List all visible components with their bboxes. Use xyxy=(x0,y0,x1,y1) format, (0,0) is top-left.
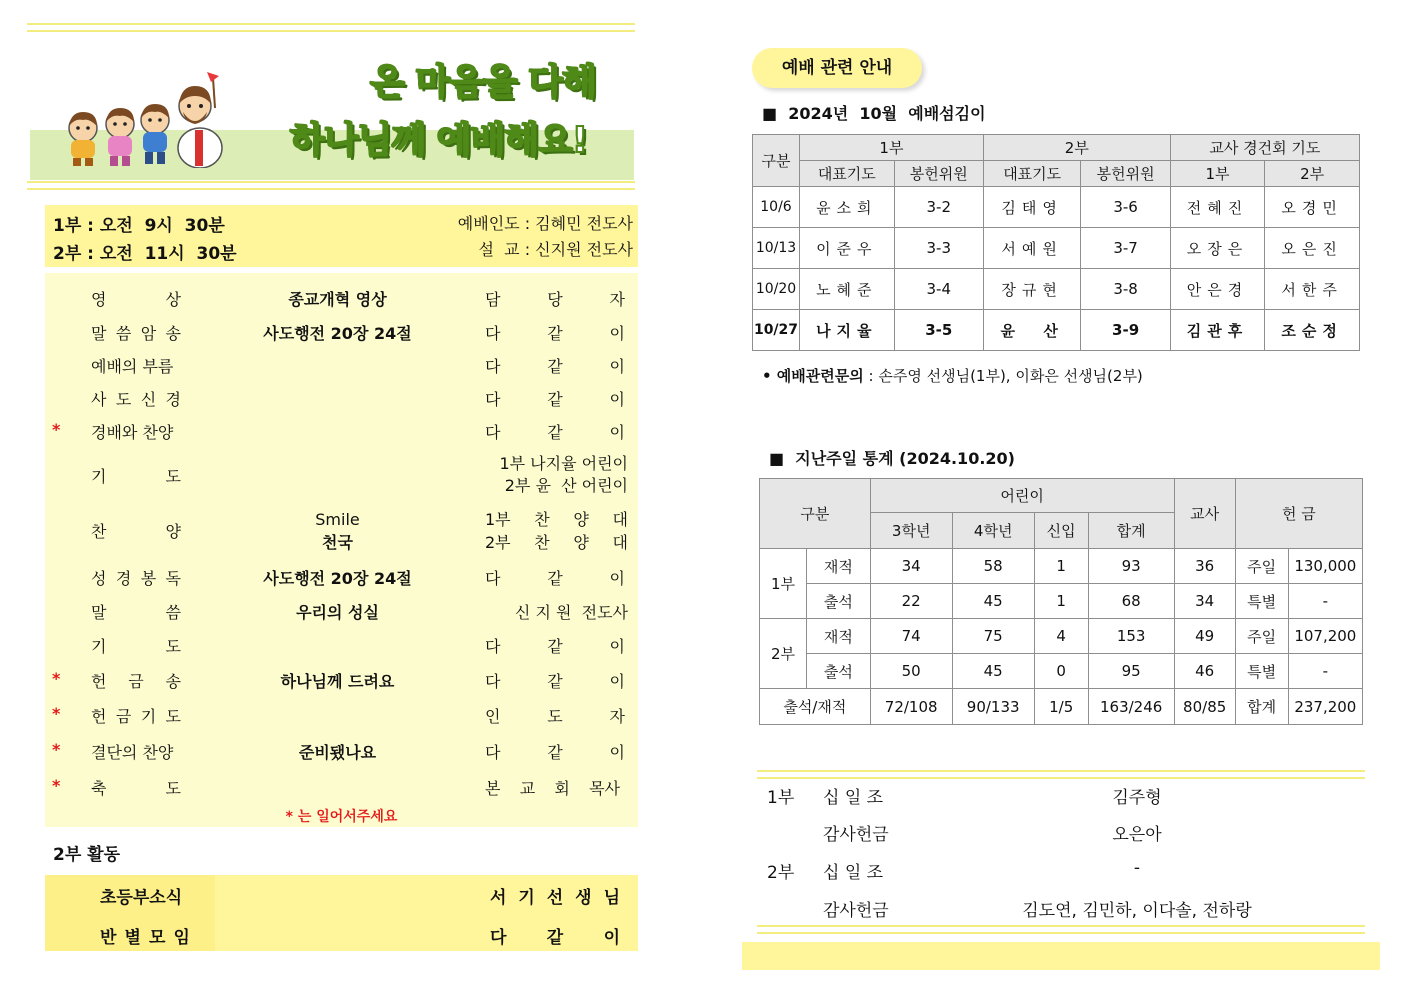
program-item: 성 경 봉 독 xyxy=(91,569,181,588)
program-item: 예배의 부름 xyxy=(91,357,174,376)
header-t2: 2부 xyxy=(1265,161,1360,187)
header-prayer: 대표기도 xyxy=(983,161,1081,187)
activity-who: 서 기 선 생 님 xyxy=(490,888,620,908)
offering-part: 1부 xyxy=(767,788,795,808)
program-item: 경배와 찬양 xyxy=(91,423,174,442)
program-leader: 다 같 이 xyxy=(485,637,625,656)
program-content: Smile 천국 xyxy=(315,510,360,552)
banner-title-line1: 온 마음을 다해 xyxy=(370,62,596,103)
program-item: 헌 금 송 xyxy=(91,672,181,691)
program-content: 사도행전 20장 24절 xyxy=(263,569,412,588)
program-leader: 신 지 원 전도사 xyxy=(514,603,628,622)
program-row xyxy=(45,740,638,764)
program-content: 종교개혁 영상 xyxy=(288,290,387,309)
program-leader: 본 교 회 목사 xyxy=(485,779,620,798)
header-g3: 3학년 xyxy=(870,513,952,549)
offering-names: 김도연, 김민하, 이다솔, 전하랑 xyxy=(1022,901,1252,921)
header-offering: 봉헌위원 xyxy=(1081,161,1170,187)
header-part2: 2부 xyxy=(983,135,1170,161)
header-teacher: 교사 경건회 기도 xyxy=(1170,135,1359,161)
table-row: 10/20 노혜준 3-4 장규현 3-8 안은경 서한주 xyxy=(753,269,1360,310)
table-row: 10/6 윤소희 3-2 김태영 3-6 전혜진 오경민 xyxy=(753,187,1360,228)
program-item: 찬 양 xyxy=(91,522,181,541)
top-divider xyxy=(27,23,635,32)
first-service-time: 1부 : 오전 9시 30분 xyxy=(53,216,225,236)
header-teacher: 교사 xyxy=(1174,479,1235,549)
program-item: 말 씀 암 송 xyxy=(91,324,181,343)
offering-kind: 감사헌금 xyxy=(823,825,889,845)
program-leader: 1부 나지율 어린이 2부 윤 산 어린이 xyxy=(499,454,628,495)
offering-kind: 감사헌금 xyxy=(823,901,889,921)
program-leader: 인 도 자 xyxy=(485,707,625,726)
program-leader: 1부 찬 양 대 2부 찬 양 대 xyxy=(485,510,628,552)
program-row xyxy=(45,776,638,800)
program-row xyxy=(45,669,638,693)
header-sum: 합계 xyxy=(1088,513,1174,549)
program-leader: 다 같 이 xyxy=(485,743,625,762)
stand-marker: * xyxy=(52,420,61,439)
program-leader: 다 같 이 xyxy=(485,569,625,588)
table-row: 2부 재적 74 75 4 153 49 주일 107,200 xyxy=(760,619,1363,654)
header-gubun: 구분 xyxy=(760,479,871,549)
program-row xyxy=(45,704,638,728)
program-leader: 다 같 이 xyxy=(485,357,625,376)
attendance-stats-table xyxy=(759,478,1363,725)
program-content: 우리의 성실 xyxy=(296,603,379,622)
table-total-row: 출석/재적 72/108 90/133 1/5 163/246 80/85 합계 237,200 xyxy=(760,689,1363,725)
program-row xyxy=(45,454,638,495)
activity-item: 반 별 모 임 xyxy=(100,928,190,948)
offering-divider-bottom xyxy=(757,925,1365,934)
offering-part: 2부 xyxy=(767,863,795,883)
second-service-time: 2부 : 오전 11시 30분 xyxy=(53,244,237,264)
program-leader: 다 같 이 xyxy=(485,390,625,409)
program-row xyxy=(45,420,638,444)
offering-kind: 십 일 조 xyxy=(823,788,884,808)
table-row: 출석 50 45 0 95 46 특별 - xyxy=(760,654,1363,689)
header-gubun: 구분 xyxy=(753,135,800,187)
footer-bar xyxy=(742,942,1380,970)
offering-names: 오은아 xyxy=(1112,825,1162,845)
worship-servers-table xyxy=(752,134,1360,351)
program-item: 말 씀 xyxy=(91,603,181,622)
worship-leader: 예배인도 : 김혜민 전도사 xyxy=(457,214,633,233)
program-row xyxy=(45,634,638,658)
program-content: 하나님께 드려요 xyxy=(280,672,395,691)
worship-info-pill: 예배 관련 안내 xyxy=(752,48,922,88)
header-new: 신입 xyxy=(1034,513,1088,549)
offering-names: 김주형 xyxy=(1112,788,1162,808)
offering-names: - xyxy=(1133,858,1141,878)
table-row: 출석 22 45 1 68 34 특별 - xyxy=(760,584,1363,619)
stats-heading: ■ 지난주일 통계 (2024.10.20) xyxy=(769,449,1015,468)
worship-heading: ■ 2024년 10월 예배섬김이 xyxy=(762,104,986,123)
program-row xyxy=(45,321,638,345)
children-jesus-illustration xyxy=(55,68,245,168)
program-item: 기 도 xyxy=(91,637,181,656)
program-leader: 담 당 자 xyxy=(485,290,625,309)
offering-divider-top xyxy=(757,770,1365,779)
program-item: 헌 금 기 도 xyxy=(91,707,181,726)
stand-marker: * xyxy=(52,740,61,759)
banner-divider xyxy=(27,181,635,190)
activity-who: 다 같 이 xyxy=(490,928,620,948)
offering-kind: 십 일 조 xyxy=(823,863,884,883)
worship-contact: • 예배관련문의 : 손주영 선생님(1부), 이화은 선생님(2부) xyxy=(762,367,1143,385)
table-row: 1부 재적 34 58 1 93 36 주일 130,000 xyxy=(760,549,1363,584)
program-row xyxy=(45,510,638,552)
table-row: 10/27 나지율 3-5 윤 산 3-9 김관후 조순정 xyxy=(753,310,1360,351)
program-item: 영 상 xyxy=(91,290,181,309)
program-row xyxy=(45,387,638,411)
program-leader: 다 같 이 xyxy=(485,423,625,442)
banner-title-line2: 하나님께 예배해요! xyxy=(290,120,588,161)
program-row xyxy=(45,566,638,590)
header-children: 어린이 xyxy=(870,479,1174,513)
header-g4: 4학년 xyxy=(952,513,1034,549)
program-item: 결단의 찬양 xyxy=(91,743,174,762)
service-info-box xyxy=(45,205,638,267)
offering-list xyxy=(757,780,1365,920)
activity-item: 초등부소식 xyxy=(100,888,183,908)
program-item: 기 도 xyxy=(91,467,181,486)
activity-box xyxy=(45,875,638,951)
table-row: 10/13 이준우 3-3 서예원 3-7 오장은 오은진 xyxy=(753,228,1360,269)
program-row xyxy=(45,287,638,311)
worship-program xyxy=(45,273,638,827)
header-prayer: 대표기도 xyxy=(800,161,895,187)
header-t1: 1부 xyxy=(1170,161,1265,187)
program-leader: 다 같 이 xyxy=(485,324,625,343)
header-part1: 1부 xyxy=(800,135,984,161)
stand-marker: * xyxy=(52,669,61,688)
program-content: 사도행전 20장 24절 xyxy=(263,324,412,343)
program-item: 축 도 xyxy=(91,779,181,798)
program-row xyxy=(45,354,638,378)
header-offering: 봉헌위원 xyxy=(894,161,983,187)
program-leader: 다 같 이 xyxy=(485,672,625,691)
stand-marker: * xyxy=(52,704,61,723)
program-item: 사 도 신 경 xyxy=(91,390,181,409)
stand-marker: * xyxy=(52,776,61,795)
stand-note: * 는 일어서주세요 xyxy=(285,809,398,825)
preacher: 설 교 : 신지원 전도사 xyxy=(478,240,633,259)
program-row xyxy=(45,600,638,624)
program-content: 준비됐나요 xyxy=(298,743,377,762)
activity-title: 2부 활동 xyxy=(53,845,121,865)
header-offering: 헌 금 xyxy=(1235,479,1362,549)
